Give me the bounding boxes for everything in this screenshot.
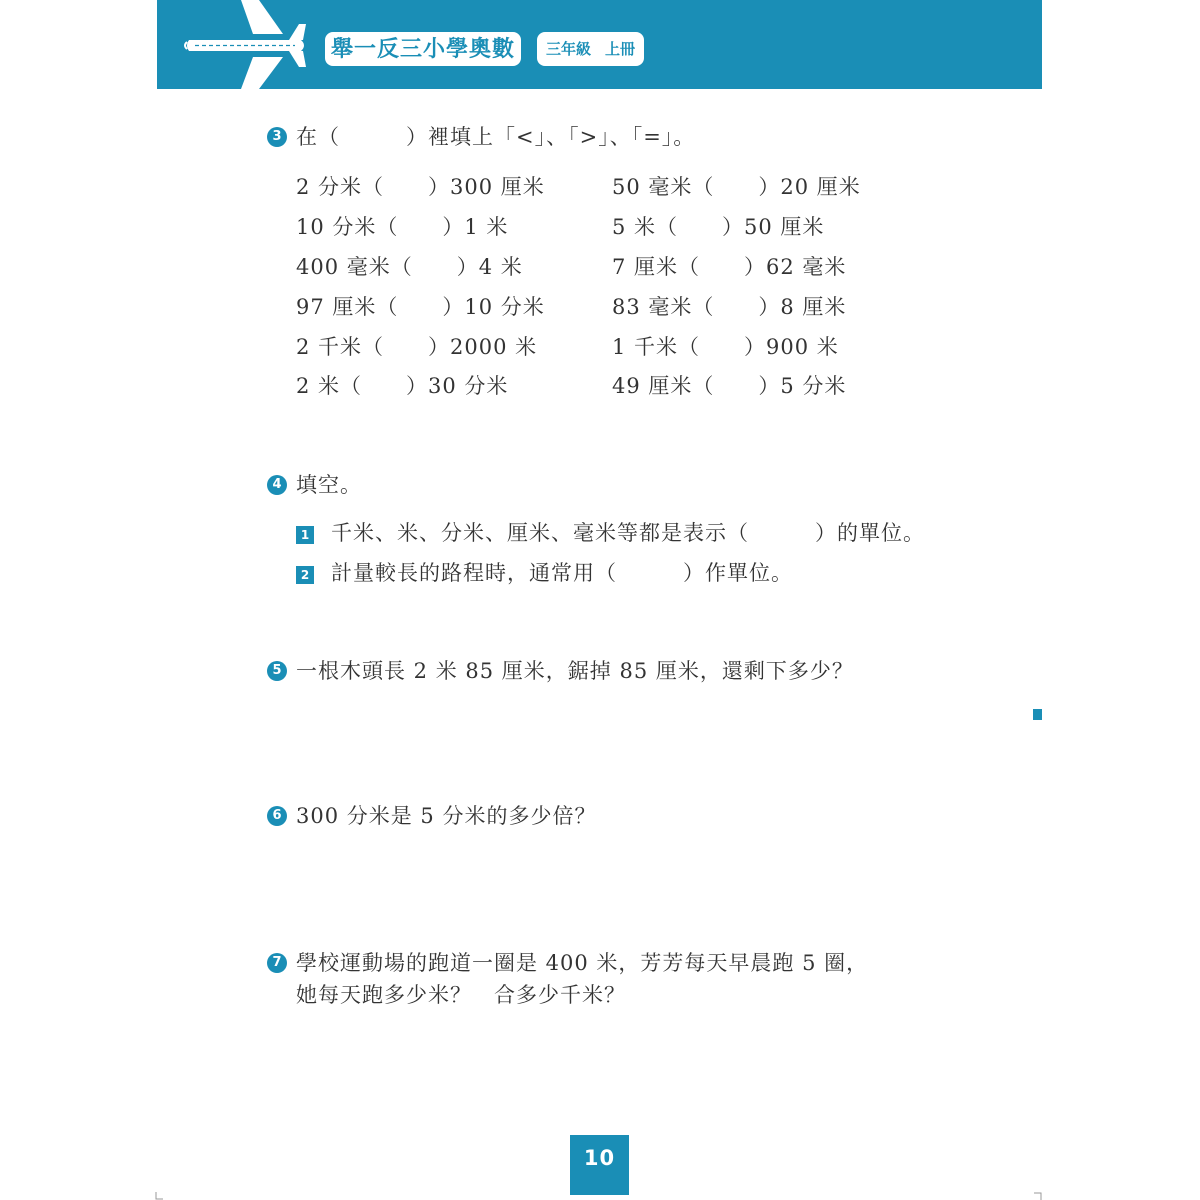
comparison-right: 50 毫米（ ）20 厘米 [612,175,861,199]
question-text-line-1: 學校運動場的跑道一圈是 400 米，芳芳每天早晨跑 5 圈， [296,951,869,975]
crop-mark-icon [155,1192,163,1200]
comparison-left: 10 分米（ ）1 米 [296,215,509,239]
comparison-right: 49 厘米（ ）5 分米 [612,374,847,398]
grade-text: 三年級 [546,40,592,58]
crop-mark-icon [1034,1192,1042,1200]
comparison-left: 2 千米（ ）2000 米 [296,335,538,359]
question-text: 一根木頭長 2 米 85 厘米，鋸掉 85 厘米，還剩下多少？ [296,659,854,683]
question-number: 7 [267,953,287,973]
question-prompt: 填空。 [296,473,362,497]
comparison-left: 2 分米（ ）300 厘米 [296,175,545,199]
comparison-left: 400 毫米（ ）4 米 [296,255,523,279]
comparison-right: 5 米（ ）50 厘米 [612,215,825,239]
question-number: 3 [267,127,287,147]
comparison-right: 83 毫米（ ）8 厘米 [612,295,847,319]
sub-item-text: 千米、米、分米、厘米、毫米等都是表示（ ）的單位。 [331,521,925,545]
comparison-right: 1 千米（ ）900 米 [612,335,839,359]
comparison-left: 2 米（ ）30 分米 [296,374,509,398]
airplane-icon [183,0,307,89]
comparison-left: 97 厘米（ ）10 分米 [296,295,545,319]
sub-item-number: 2 [296,566,314,584]
question-number: 4 [267,475,287,495]
page-header [157,0,1042,89]
volume-text: 上冊 [605,40,636,58]
book-title: 舉一反三小學奧數 [325,32,521,66]
question-text: 300 分米是 5 分米的多少倍？ [296,804,597,828]
side-marker [1033,709,1042,720]
question-prompt: 在（ ）裡填上「<」、「>」、「=」。 [296,125,696,149]
question-number: 6 [267,806,287,826]
sub-item-number: 1 [296,526,314,544]
question-text-line-2: 她每天跑多少米？ 合多少千米？ [296,983,626,1007]
comparison-right: 7 厘米（ ）62 毫米 [612,255,847,279]
page-number: 10 [570,1135,629,1195]
question-number: 5 [267,661,287,681]
sub-item-text: 計量較長的路程時，通常用（ ）作單位。 [331,561,793,585]
grade-label [537,32,644,66]
workbook-page [157,0,1042,1200]
